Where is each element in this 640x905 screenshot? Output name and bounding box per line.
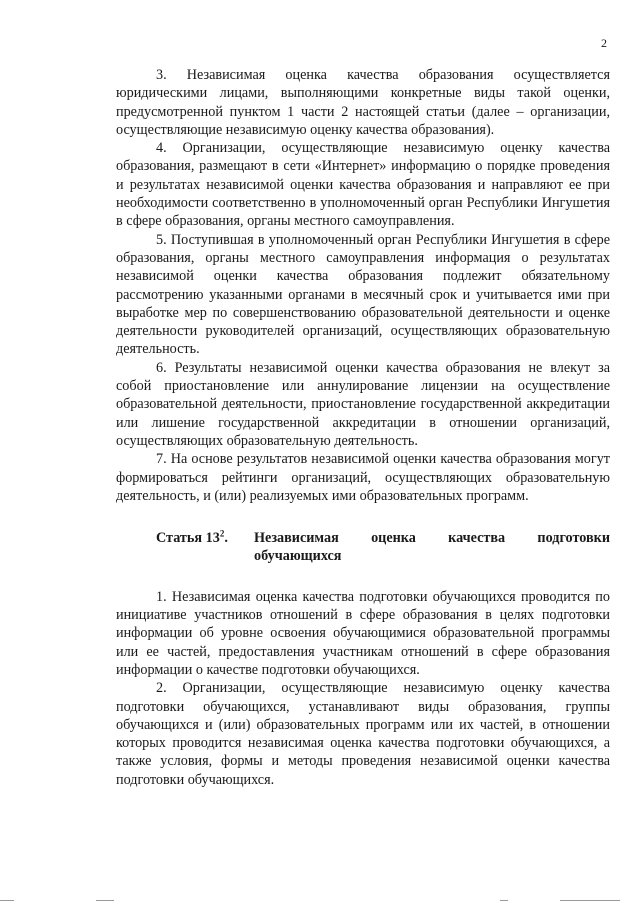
article-paragraph-1: 1. Независимая оценка качества подготовки обучающихся проводится по инициативе участников отношений в сфере образования в целях подготовки информации об уровне освоения обучающимися образовательной программы или ее частей, предоставления участникам отношений в сфере образования информации о качестве подготовки обучающихся. [116, 588, 610, 678]
article-superscript: 2 [219, 528, 225, 539]
paragraph-6: 6. Результаты независимой оценки качества образования не влекут за собой приостановление или аннулирование лицензии на осуществление образовательной деятельности, приостановление государственной аккредитации или лишение государственной аккредитации в отношении организаций, осуществляющих образовательную деятельность. [116, 359, 610, 449]
article-title: Независимая оценка качества подготовки обучающихся [254, 530, 610, 565]
article-label: Статья 13 [156, 530, 220, 547]
scan-mark [96, 900, 114, 901]
paragraph-7: 7. На основе результатов независимой оценки качества образования могут формироваться рейтинги организаций, осуществляющих образовательную деятельность, и (или) реализуемых ими образовательных программ. [116, 451, 610, 504]
article-suffix: . [224, 530, 228, 547]
article-number [116, 529, 254, 566]
article-heading [116, 529, 610, 566]
page-number: 2 [601, 36, 607, 50]
scan-footer-marks [0, 897, 640, 901]
paragraph-3: 3. Независимая оценка качества образования осуществляется юридическими лицами, выполняющими конкретные виды такой оценки, предусмотренной пунктом 1 части 2 настоящей статьи (далее – организации, осуществляющие независимую оценку качества образования). [116, 67, 610, 138]
scan-mark [0, 900, 14, 901]
document-body [116, 66, 610, 789]
scan-mark [560, 900, 620, 901]
scan-mark [500, 900, 508, 901]
paragraph-4: 4. Организации, осуществляющие независимую оценку качества образования, размещают в сети «Интернет» информацию о порядке проведения и результатах независимой оценки качества образования и направляют ее при необходимости соответственно в уполномоченный орган Республики Ингушетия в сфере образования, органы местного самоуправления. [116, 140, 610, 230]
article-paragraph-2: 2. Организации, осуществляющие независимую оценку качества подготовки обучающихся, устанавливают виды образования, группы обучающихся и (или) образовательных программ или их частей, в отношении которых проводится независимая оценка качества подготовки обучающихся, а также условия, формы и методы проведения независимой оценки качества подготовки обучающихся. [116, 680, 610, 788]
paragraph-5: 5. Поступившая в уполномоченный орган Республики Ингушетия в сфере образования, органы местного самоуправления информация о результатах независимой оценки качества образования подлежит обязательному рассмотрению указанными органами в месячный срок и учитывается ими при выработке мер по совершенствованию образовательной деятельности и оценке деятельности руководителей организаций, осуществляющих образовательную деятельность. [116, 231, 610, 358]
